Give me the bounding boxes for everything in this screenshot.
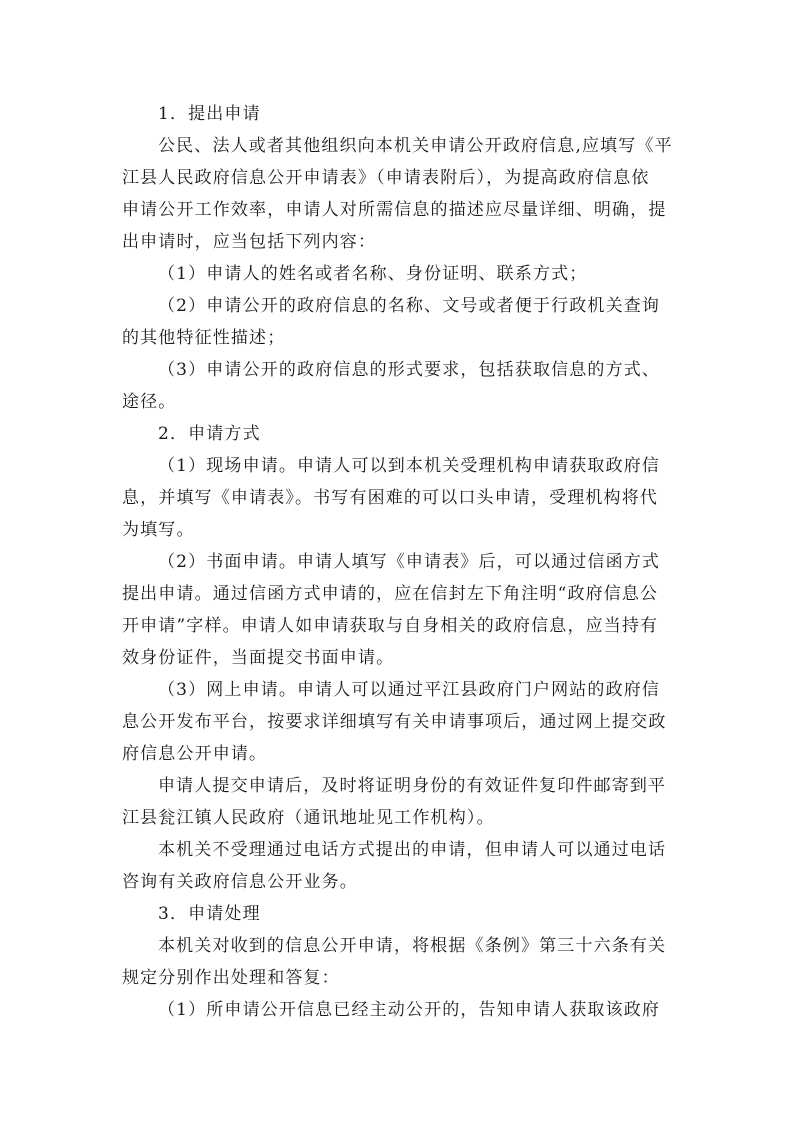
text-line: 2．申请方式 bbox=[158, 424, 261, 444]
text-line: 申请人提交申请后，及时将证明身份的有效证件复印件邮寄到平 bbox=[158, 776, 667, 796]
document-body bbox=[122, 98, 674, 1026]
list-item-already-public bbox=[122, 994, 674, 1026]
list-item-online-application bbox=[122, 674, 674, 770]
text-line: 1．提出申请 bbox=[158, 104, 261, 124]
text-line: 本机关对收到的信息公开申请，将根据《条例》第三十六条有关 bbox=[158, 936, 667, 956]
list-item-applicant-identity bbox=[122, 258, 674, 290]
text-line: 申请公开工作效率，申请人对所需信息的描述应尽量详细、明确，提 bbox=[122, 200, 667, 220]
text-line: 开申请”字样。申请人如申请获取与自身相关的政府信息，应当持有 bbox=[122, 616, 659, 636]
text-line: 公民、法人或者其他组织向本机关申请公开政府信息,应填写《平 bbox=[158, 136, 673, 156]
paragraph-fill-application-form bbox=[122, 130, 674, 258]
text-line: 府信息公开申请。 bbox=[122, 744, 268, 764]
list-item-format-requirements bbox=[122, 354, 674, 418]
section-heading-application-methods bbox=[122, 418, 674, 450]
text-line: 江县瓮江镇人民政府（通讯地址见工作机构）。 bbox=[122, 808, 495, 828]
text-line: （1）所申请公开信息已经主动公开的，告知申请人获取该政府 bbox=[158, 1000, 661, 1020]
text-line: 规定分别作出处理和答复： bbox=[122, 968, 340, 988]
text-line: 息，并填写《申请表》。书写有困难的可以口头申请，受理机构将代 bbox=[122, 488, 658, 508]
paragraph-phone-policy bbox=[122, 834, 674, 898]
text-line: 途径。 bbox=[122, 392, 177, 412]
text-line: 效身份证件，当面提交书面申请。 bbox=[122, 648, 395, 668]
text-line: （3）网上申请。申请人可以通过平江县政府门户网站的政府信 bbox=[158, 680, 661, 700]
text-line: 出申请时，应当包括下列内容： bbox=[122, 232, 377, 252]
text-line: 江县人民政府信息公开申请表》（申请表附后），为提高政府信息依 bbox=[122, 168, 650, 188]
text-line: 为填写。 bbox=[122, 520, 195, 540]
text-line: （2）申请公开的政府信息的名称、文号或者便于行政机关查询 bbox=[158, 296, 661, 316]
text-line: （1）现场申请。申请人可以到本机关受理机构申请获取政府信 bbox=[158, 456, 661, 476]
text-line: （1）申请人的姓名或者名称、身份证明、联系方式； bbox=[158, 264, 588, 284]
paragraph-mail-identity-copy bbox=[122, 770, 674, 834]
text-line: 3．申请处理 bbox=[158, 904, 261, 924]
text-line: （3）申请公开的政府信息的形式要求，包括获取信息的方式、 bbox=[158, 360, 661, 380]
text-line: 提出申请。通过信函方式申请的，应在信封左下角注明“政府信息公 bbox=[122, 584, 659, 604]
text-line: 息公开发布平台，按要求详细填写有关申请事项后，通过网上提交政 bbox=[122, 712, 667, 732]
list-item-info-description bbox=[122, 290, 674, 354]
paragraph-processing-rules bbox=[122, 930, 674, 994]
section-heading-application-processing bbox=[122, 898, 674, 930]
text-line: 的其他特征性描述； bbox=[122, 328, 286, 348]
list-item-written-application bbox=[122, 546, 674, 674]
text-line: 本机关不受理通过电话方式提出的申请，但申请人可以通过电话 bbox=[158, 840, 667, 860]
text-line: 咨询有关政府信息公开业务。 bbox=[122, 872, 358, 892]
text-line: （2）书面申请。申请人填写《申请表》后，可以通过信函方式 bbox=[158, 552, 661, 572]
section-heading-submit-request bbox=[122, 98, 674, 130]
list-item-onsite-application bbox=[122, 450, 674, 546]
